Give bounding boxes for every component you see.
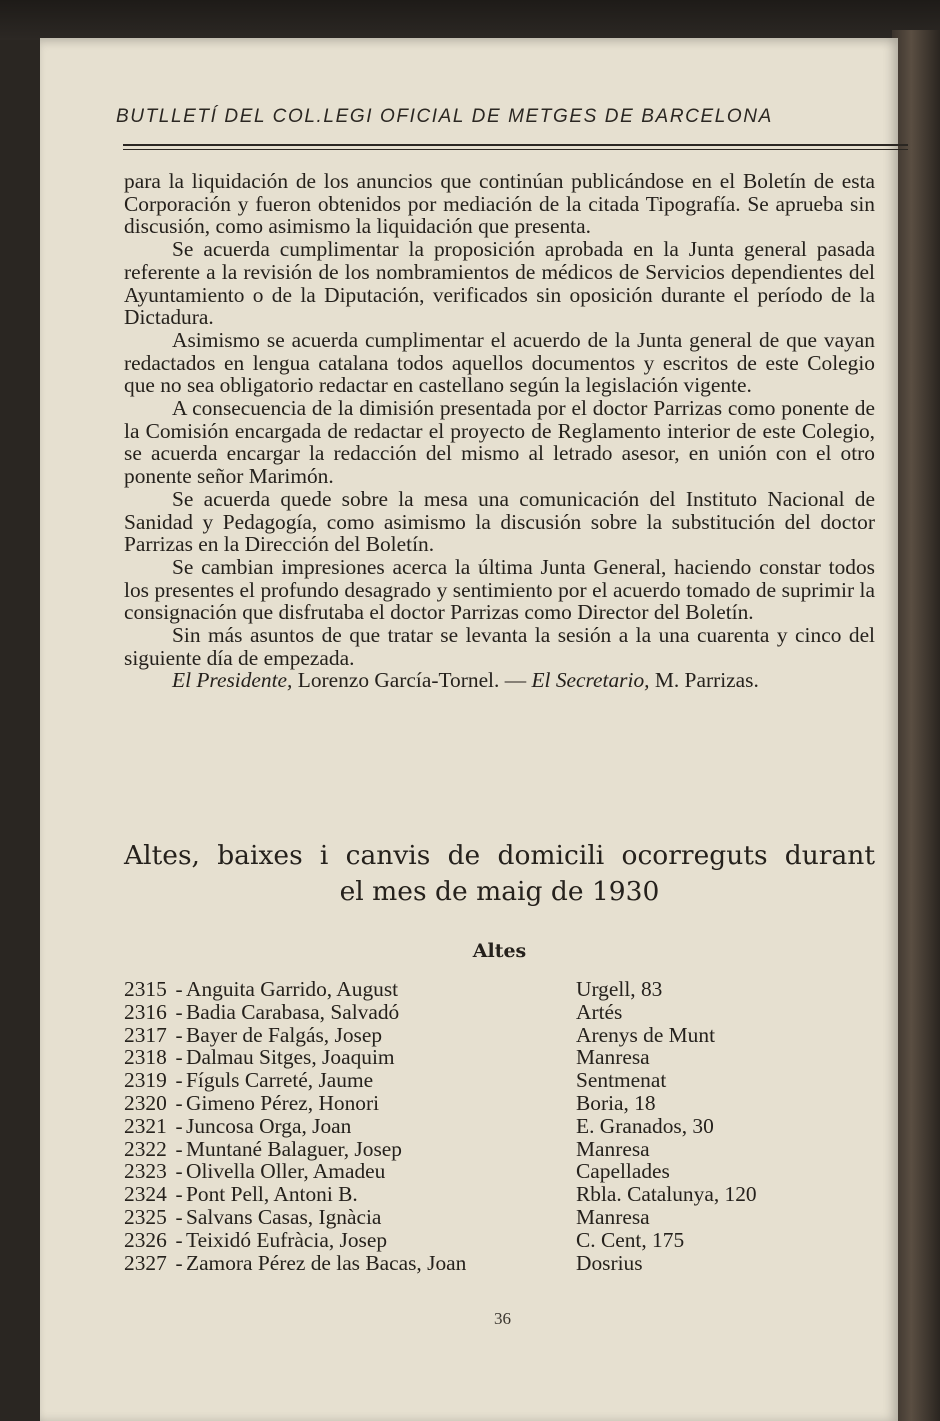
table-row — [124, 1001, 824, 1024]
member-address: Artés — [576, 999, 623, 1024]
running-title: BUTLLETÍ DEL COL.LEGI OFICIAL DE METGES DE BARCELONA — [116, 106, 773, 127]
member-name: Salvans Casas, Ignàcia — [186, 1204, 382, 1229]
table-row — [124, 1046, 824, 1069]
member-number: 2317 — [124, 1022, 167, 1047]
paragraph: A consecuencia de la dimisión presentada por el doctor Parrizas como ponente de la Comisión encargada de redactar el proyecto de Reglamento interior de este Colegio, se acuerda encargar la redacción del mismo al letrado asesor, en unión con el otro ponente señor Marimón. — [124, 396, 875, 489]
paragraph: para la liquidación de los anuncios que continúan publicándose en el Boletín de esta Corporación y fueron obtenidos por mediación de la citada Tipografía. Se aprueba sin discusión, como asimismo la liquidación que presenta. — [124, 169, 875, 239]
table-row — [124, 1160, 824, 1183]
member-address: E. Granados, 30 — [576, 1113, 714, 1138]
member-dash: - — [175, 1250, 183, 1275]
minutes-text — [124, 170, 875, 692]
header-rule-thick — [123, 144, 908, 146]
member-name: Teixidó Eufràcia, Josep — [186, 1227, 388, 1252]
member-address: Manresa — [576, 1204, 650, 1229]
member-address: Sentmenat — [576, 1068, 667, 1093]
member-name: Gimeno Pérez, Honori — [186, 1090, 380, 1115]
table-row — [124, 1092, 824, 1115]
member-name: Olivella Oller, Amadeu — [186, 1159, 386, 1184]
page-number: 36 — [494, 1309, 511, 1328]
member-name: Zamora Pérez de las Bacas, Joan — [186, 1250, 467, 1275]
table-row — [124, 1229, 824, 1252]
member-number: 2316 — [124, 999, 167, 1024]
member-address: Rbla. Catalunya, 120 — [576, 1182, 757, 1207]
member-number: 2321 — [124, 1113, 167, 1138]
member-dash: - — [175, 1182, 183, 1207]
secretary-name: M. Parrizas. — [654, 668, 759, 693]
header-rule-thin — [123, 149, 908, 150]
member-address: Dosrius — [576, 1250, 643, 1275]
section-title-line-2: el mes de maig de 1930 — [339, 876, 660, 907]
member-name: Anguita Garrido, August — [186, 977, 399, 1001]
document-page — [40, 38, 898, 1421]
member-number: 2327 — [124, 1250, 167, 1275]
member-dash: - — [175, 1022, 183, 1047]
member-name: Badia Carabasa, Salvadó — [186, 999, 400, 1024]
member-number: 2323 — [124, 1159, 167, 1184]
subheading-altes: Altes — [472, 940, 527, 962]
member-number: 2322 — [124, 1136, 167, 1161]
member-number: 2324 — [124, 1182, 167, 1207]
members-list — [124, 978, 824, 1274]
member-name: Bayer de Falgás, Josep — [186, 1022, 383, 1047]
table-row — [124, 1252, 824, 1275]
member-name: Dalmau Sitges, Joaquim — [186, 1045, 395, 1070]
member-number: 2318 — [124, 1045, 167, 1070]
member-number: 2315 — [124, 977, 167, 1001]
section-title-line-1: Altes, baixes i canvis de domicili ocorreguts durant — [124, 840, 875, 871]
member-address: Manresa — [576, 1136, 650, 1161]
member-address: Boria, 18 — [576, 1090, 656, 1115]
table-row — [124, 1138, 824, 1161]
member-number: 2326 — [124, 1227, 167, 1252]
section-title — [124, 838, 875, 910]
member-address: Arenys de Munt — [576, 1022, 716, 1047]
member-dash: - — [175, 1090, 183, 1115]
paragraph: Se cambian impresiones acerca la última Junta General, haciendo constar todos los presentes el profundo desagrado y sentimiento por el acuerdo tomado de suprimir la consignación que disfrutaba el doctor Parrizas como Director del Boletín. — [124, 554, 875, 625]
member-dash: - — [175, 1159, 183, 1184]
member-address: C. Cent, 175 — [576, 1227, 685, 1252]
member-dash: - — [175, 1227, 183, 1252]
member-dash: - — [175, 1068, 183, 1093]
signature-line — [124, 669, 875, 692]
member-number: 2320 — [124, 1090, 167, 1115]
member-name: Pont Pell, Antoni B. — [186, 1182, 358, 1207]
paragraph: Se acuerda quede sobre la mesa una comunicación del Instituto Nacional de Sanidad y Pedagogía, como asimismo la discusión sobre la substitución del doctor Parrizas en la Dirección del Boletín. — [124, 486, 875, 557]
paragraph: Asimismo se acuerda cumplimentar el acuerdo de la Junta general de que vayan redactados en lengua catalana todos aquellos documentos y escritos de este Colegio que no sea obligatorio redactar en castellano según la legislación vigente. — [124, 327, 875, 398]
secretary-title: El Secretario, — [531, 668, 650, 693]
member-number: 2319 — [124, 1068, 167, 1093]
member-name: Fíguls Carreté, Jaume — [186, 1068, 374, 1093]
table-row — [124, 1206, 824, 1229]
member-dash: - — [175, 1204, 183, 1229]
paragraph: Se acuerda cumplimentar la proposición aprobada en la Junta general pasada referente a la revisión de los nombramientos de médicos de Servicios dependientes del Ayuntamiento o de la Diputación, verificados sin oposición durante el período de la Dictadura. — [124, 237, 875, 330]
table-row — [124, 1069, 824, 1092]
member-dash: - — [175, 1136, 183, 1161]
member-address: Urgell, 83 — [576, 977, 663, 1001]
member-dash: - — [175, 977, 183, 1001]
member-address: Manresa — [576, 1045, 650, 1070]
table-row — [124, 1024, 824, 1047]
scan-backdrop — [0, 0, 940, 40]
president-title: El Presidente, — [172, 668, 293, 693]
table-row — [124, 978, 824, 1001]
table-row — [124, 1183, 824, 1206]
next-page-edge — [892, 30, 940, 1421]
signature-separator: — — [504, 668, 527, 693]
member-address: Capellades — [576, 1159, 670, 1184]
member-name: Muntané Balaguer, Josep — [186, 1136, 402, 1161]
paragraph: Sin más asuntos de que tratar se levanta la sesión a la una cuarenta y cinco del siguiente día de empezada. — [124, 623, 875, 670]
member-dash: - — [175, 1113, 183, 1138]
member-dash: - — [175, 1045, 183, 1070]
member-number: 2325 — [124, 1204, 167, 1229]
member-name: Juncosa Orga, Joan — [186, 1113, 352, 1138]
table-row — [124, 1115, 824, 1138]
president-name: Lorenzo García-Tornel. — [297, 668, 500, 693]
member-dash: - — [175, 999, 183, 1024]
